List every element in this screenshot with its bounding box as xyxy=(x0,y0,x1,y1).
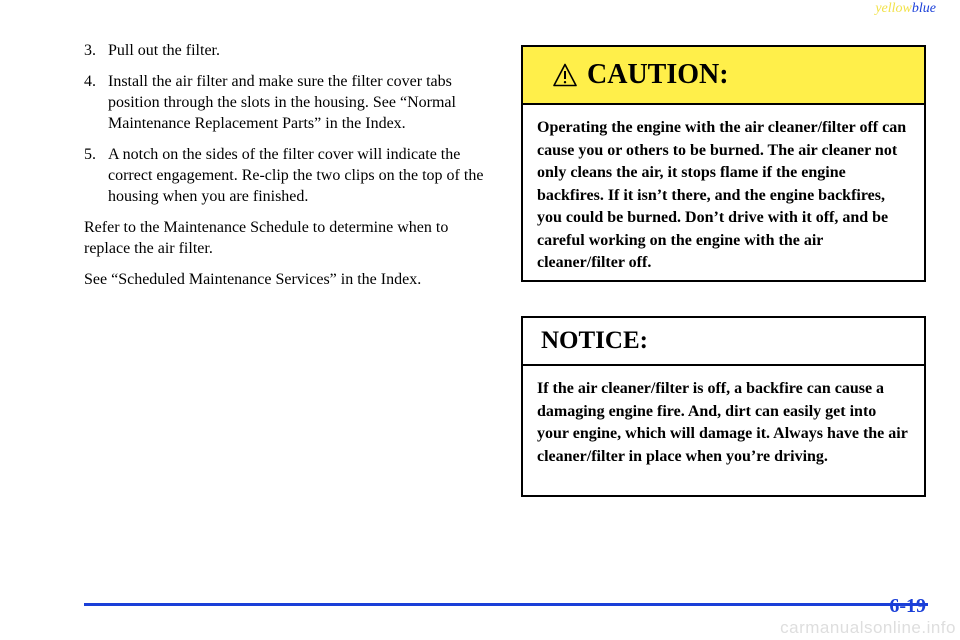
warning-triangle-icon xyxy=(553,63,577,87)
step-text: Pull out the filter. xyxy=(108,42,220,59)
step-item xyxy=(84,144,496,207)
notice-box xyxy=(521,316,926,497)
body-paragraph: See “Scheduled Maintenance Services” in the Index. xyxy=(84,271,422,288)
caution-text: Operating the engine with the air cleaner/filter off can cause you or others to be burned. The air cleaner not only cleans the air, it stops flame if the engine backfires. If it isn’t there, and the engine backfires, you could be burned. Don’t drive with it off, and be careful working on the engine with the air cleaner/filter off. xyxy=(537,119,907,271)
header-tag-blue: blue xyxy=(911,1,936,16)
step-item xyxy=(84,40,496,61)
body-paragraph: Refer to the Maintenance Schedule to determine when to replace the air filter. xyxy=(84,219,449,257)
caution-title: CAUTION: xyxy=(587,59,729,90)
watermark: carmanualsonline.info xyxy=(780,618,956,637)
page-number: 6-19 xyxy=(889,595,926,617)
caution-box xyxy=(521,45,926,282)
step-text: Install the air filter and make sure the filter cover tabs position through the slots in the housing. See “Normal Maintenance Replacement Parts” in the Index. xyxy=(108,73,456,132)
notice-title: NOTICE: xyxy=(541,327,648,354)
step-text: A notch on the sides of the filter cover will indicate the correct engagement. Re-clip the two clips on the top of the housing when you are finished. xyxy=(108,146,484,205)
notice-text: If the air cleaner/filter is off, a backfire can cause a damaging engine fire. And, dirt can easily get into your engine, which will damage it. Always have the air cleaner/filter in place when you’re driving. xyxy=(537,380,908,465)
caution-header xyxy=(523,47,924,105)
step-number: 3. xyxy=(84,42,96,59)
step-item xyxy=(84,71,496,134)
notice-header xyxy=(523,318,924,366)
step-number: 5. xyxy=(84,146,96,163)
footer-divider xyxy=(84,603,928,606)
instructions-column xyxy=(84,40,496,300)
header-color-tag xyxy=(875,1,936,17)
header-tag-yellow: yellow xyxy=(875,1,912,16)
step-number: 4. xyxy=(84,73,96,90)
